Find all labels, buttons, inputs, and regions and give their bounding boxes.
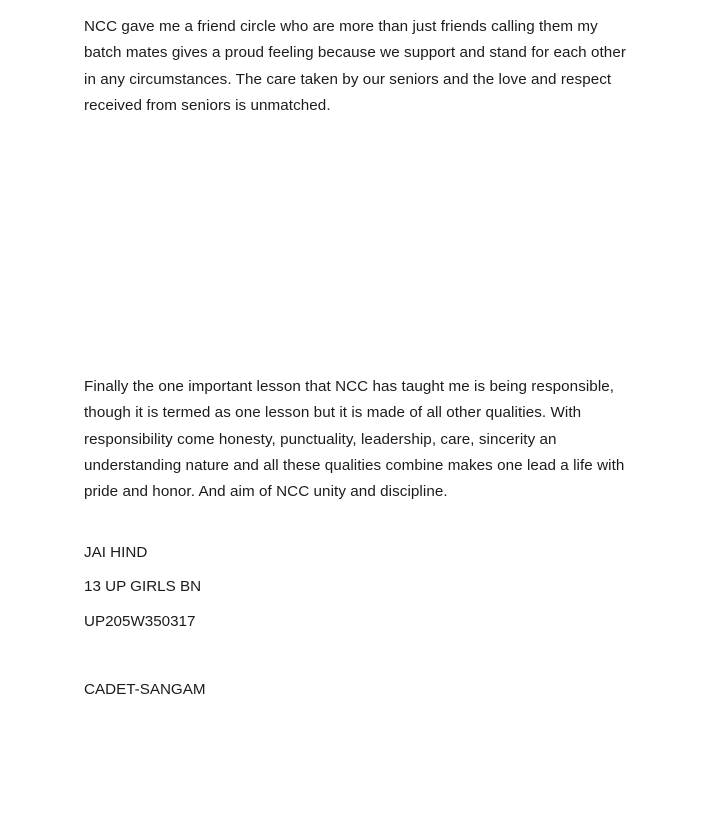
document-body — [84, 14, 636, 703]
signoff-cadet-number: UP205W350317 — [84, 612, 196, 630]
paragraph-friend-circle: NCC gave me a friend circle who are more than just friends calling them my batch mates gives a proud feeling because we support and stand for each other in any circumstances. The care taken by our seniors and the love and respect received from seniors is unmatched. — [84, 18, 626, 114]
signoff-salute: JAI HIND — [84, 543, 148, 561]
closing-cadet-name: CADET-SANGAM — [84, 681, 206, 699]
paragraph-responsibility-lesson: Finally the one important lesson that NCC has taught me is being responsible, though it is termed as one lesson but it is made of all other qualities. With responsibility come honesty, punctuality, leadership, care, sincerity an understanding nature and all these qualities combine makes one lead a life with pride and honor. And aim of NCC unity and discipline. — [84, 378, 625, 501]
paragraph-gap-2 — [84, 506, 636, 536]
signoff-unit: 13 UP GIRLS BN — [84, 578, 202, 596]
paragraph-gap-1 — [84, 119, 636, 374]
paragraph-gap-3 — [84, 639, 636, 677]
